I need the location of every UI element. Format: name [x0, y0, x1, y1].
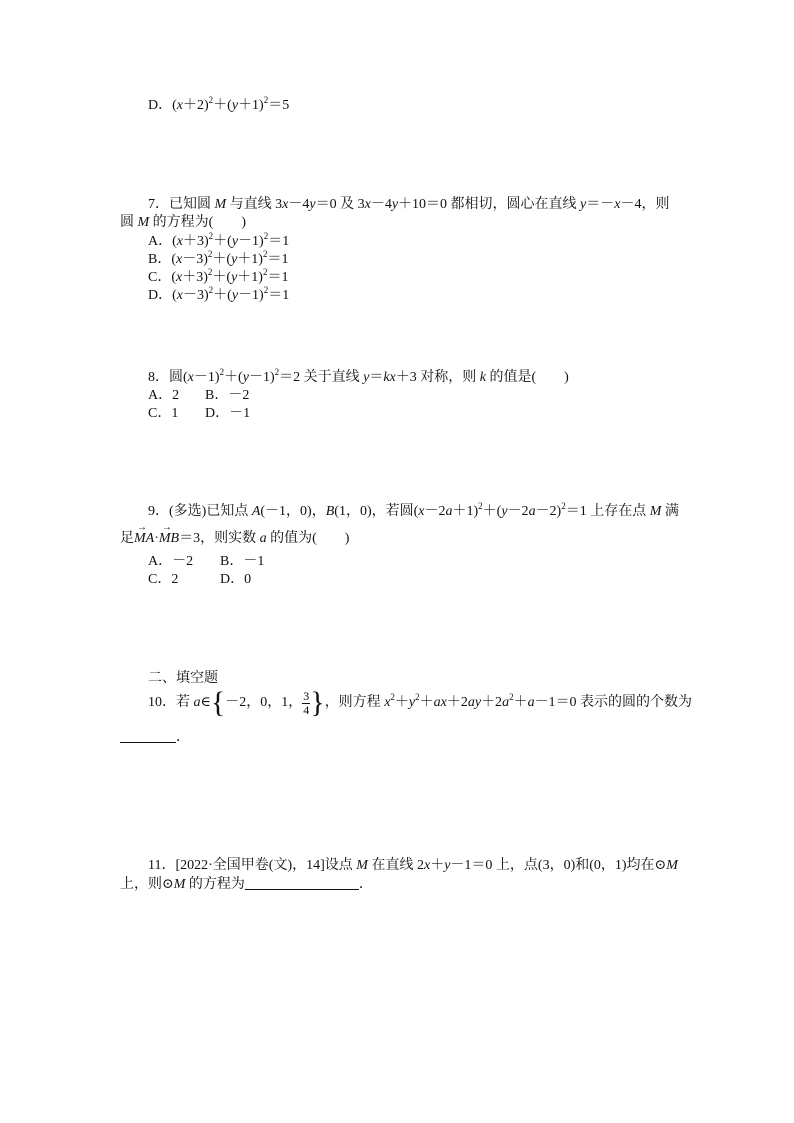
q9-option-b: B．－1 [220, 554, 265, 569]
set-braces-close: } [310, 686, 325, 719]
q7-option-c: C．$(x+3)^2+(y+1)^2=1$ [148, 267, 289, 285]
q9-stem-line2: 足→ MA·→ MB＝3，则实数 a 的值为( ) [120, 530, 349, 548]
q8-option-d: D．－1 [205, 406, 251, 421]
q10-answer-line [120, 729, 190, 747]
q7-option-a: A．$(x+3)^2+(y-1)^2=1$ [148, 231, 290, 249]
q11-end-period: ． [358, 877, 373, 892]
set-braces: { [210, 686, 226, 719]
q8-option-b: B．－2 [205, 388, 250, 403]
vector-ma: → MA [134, 530, 154, 548]
q11-stem-line1: 11．[2022·全国甲卷(文)，14]设点 M 在直线 2x＋y－1＝0 上，点(3，0)和(0，1)均在⊙M [148, 858, 678, 873]
q7-stem-line2: 圆 M 的方程为( ) [120, 215, 246, 230]
q9-option-d: D．0 [220, 572, 252, 587]
q8-option-c: C．1 [148, 406, 179, 421]
q9-stem-line1: 9．(多选)已知点 A(－1，0)，B(1，0)，若圆$(x-2a+1)^2+(y-2a-2)^2=1$ 上存在点 M 满 [148, 501, 679, 519]
q7-option-b: B．$(x-3)^2+(y+1)^2=1$ [148, 249, 289, 267]
q7-stem-line1: 7．已知圆 M 与直线 3x－4y＝0 及 3x－4y＋10＝0 都相切，圆心在直线 y＝－x－4，则 [148, 197, 670, 212]
q8-stem: 8．圆$(x-1)^2+(y-1)^2=2$ 关于直线 y＝kx＋3 对称，则 k 的值是( ) [148, 367, 569, 385]
q11-answer-blank[interactable] [245, 877, 359, 890]
q11-stem-line2: 上，则⊙M 的方程为 ． [120, 877, 373, 892]
q8-option-a: A．2 [148, 388, 180, 403]
q10-stem: 10．若 a∈{－2，0，1， $\frac{3}{4}$ }，则方程 $x^2+y^2+ax+2ay+2a^2+a-1=0$ 表示的圆的个数为 [148, 686, 693, 719]
q9-option-c: C．2 [148, 572, 179, 587]
q10-answer-blank[interactable] [120, 730, 176, 743]
vector-mb: → MB [159, 530, 179, 548]
q7-option-d: D．$(x-3)^2+(y-1)^2=1$ [148, 285, 290, 303]
q10-set-elements: －2，0，1， [225, 695, 303, 711]
fraction-denominator: 4 [303, 702, 310, 717]
section-heading-fill-blank: 二、填空题 [148, 671, 218, 686]
fraction-three-quarters [302, 690, 310, 717]
q6-option-d: D．$(x+2)^2+(y+1)^2=5$ [148, 95, 290, 113]
q10-end-period: ． [176, 730, 190, 745]
fraction-numerator: 3 [303, 688, 310, 703]
q9-option-a: A．－2 [148, 554, 194, 569]
